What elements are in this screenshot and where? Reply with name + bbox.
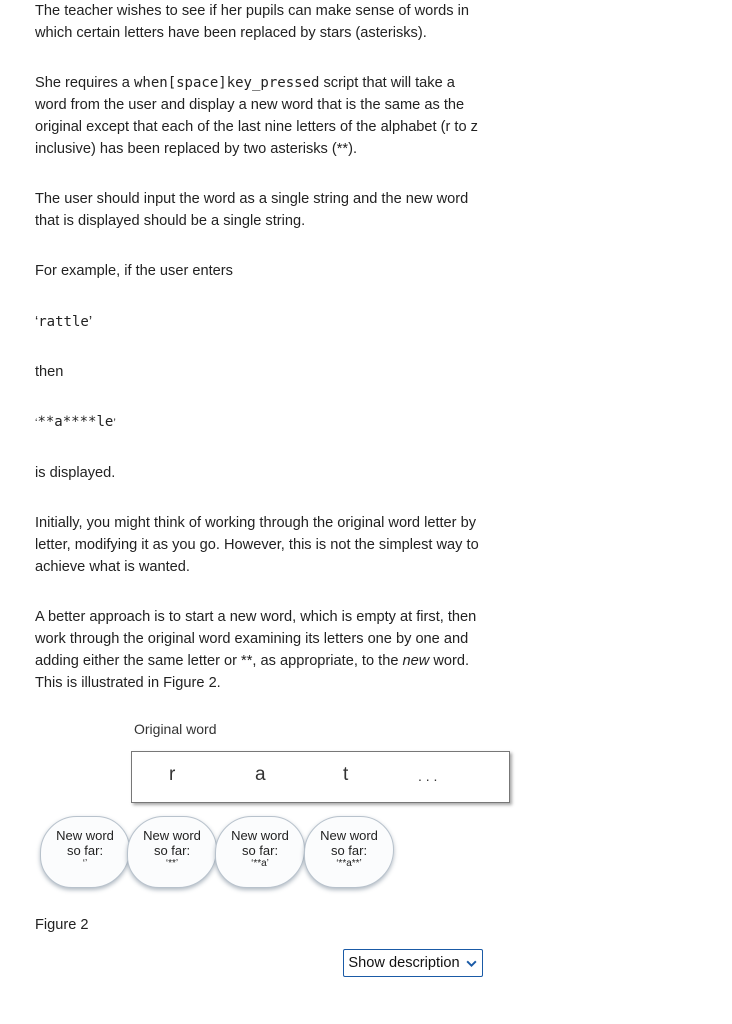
requirement-text-start: She requires a [35,75,134,91]
cloud-label-2 [128,817,216,858]
cloud-label-4 [305,817,393,858]
initial-approach-paragraph: Initially, you might think of working through the original word letter by letter, modifying it as you go. However, this is not the simplest way to achieve what is wanted. [35,515,479,575]
letter-r: r [169,764,176,785]
original-word-box [131,751,510,803]
letter-ellipsis: . . . [418,768,438,784]
example-input-open-quote: ‘ [35,314,39,330]
letter-a: a [255,764,266,785]
new-word-cloud-1 [40,816,130,888]
better-approach-text-end: word. This is illustrated in Figure 2. [35,653,470,691]
script-name-code: when[space]key_pressed [133,75,320,91]
cloud-line1-1: New word [56,828,114,843]
example-output [35,411,116,434]
requirement-text-end: script that will take a word from the user and display a new word that is the same as the original except that each of the last nine letters of the alphabet (r to z inclusive) has been replaced by two asterisks (**). [35,75,478,157]
example-input-close-quote: ’ [88,314,93,330]
example-output-word: **a****le [37,414,114,430]
new-word-cloud-4 [304,816,394,888]
cloud-label-1 [41,817,129,858]
new-word-cloud-2 [127,816,217,888]
example-intro-paragraph: For example, if the user enters [35,263,233,279]
cloud-line2-4: so far: [330,843,368,858]
example-output-open-quote: ‘ [35,417,38,429]
example-output-close-quote: ’ [113,417,116,429]
then-paragraph: then [35,364,64,380]
cloud-line1-4: New word [320,828,378,843]
cloud-line2-3: so far: [241,843,279,858]
original-word-label: Original word [134,721,217,737]
cloud-line2-2: so far: [153,843,191,858]
requirement-paragraph [35,72,490,160]
cloud-value-1: ‘’ [82,858,88,869]
cloud-value-4: ‘**a**’ [336,858,362,869]
better-approach-text-start: A better approach is to start a new word, which is empty at first, then work through the original word examining its letters one by one and adding either the same letter or **, as appropriate, to the [35,609,477,669]
cloud-value-2: ‘**’ [165,858,179,869]
letter-t: t [343,764,349,785]
intro-paragraph: The teacher wishes to see if her pupils can make sense of words in which certain letters have been replaced by stars (asterisks). [35,3,469,41]
displayed-paragraph: is displayed. [35,465,116,481]
cloud-line1-2: New word [143,828,201,843]
show-description-button[interactable] [343,949,483,977]
show-description-label: Show description [348,955,460,971]
better-approach-paragraph [35,606,490,694]
cloud-line2-1: so far: [66,843,104,858]
cloud-value-3: ‘**a’ [251,858,269,869]
new-word-cloud-3 [215,816,305,888]
cloud-line1-3: New word [231,828,289,843]
cloud-label-3 [216,817,304,858]
chevron-down-icon [465,957,478,970]
input-format-paragraph: The user should input the word as a single string and the new word that is displayed should be a single string. [35,191,469,229]
example-input-word: rattle [38,314,89,330]
example-input [35,311,92,333]
new-emphasis: new [402,653,430,669]
figure-caption: Figure 2 [35,917,89,933]
